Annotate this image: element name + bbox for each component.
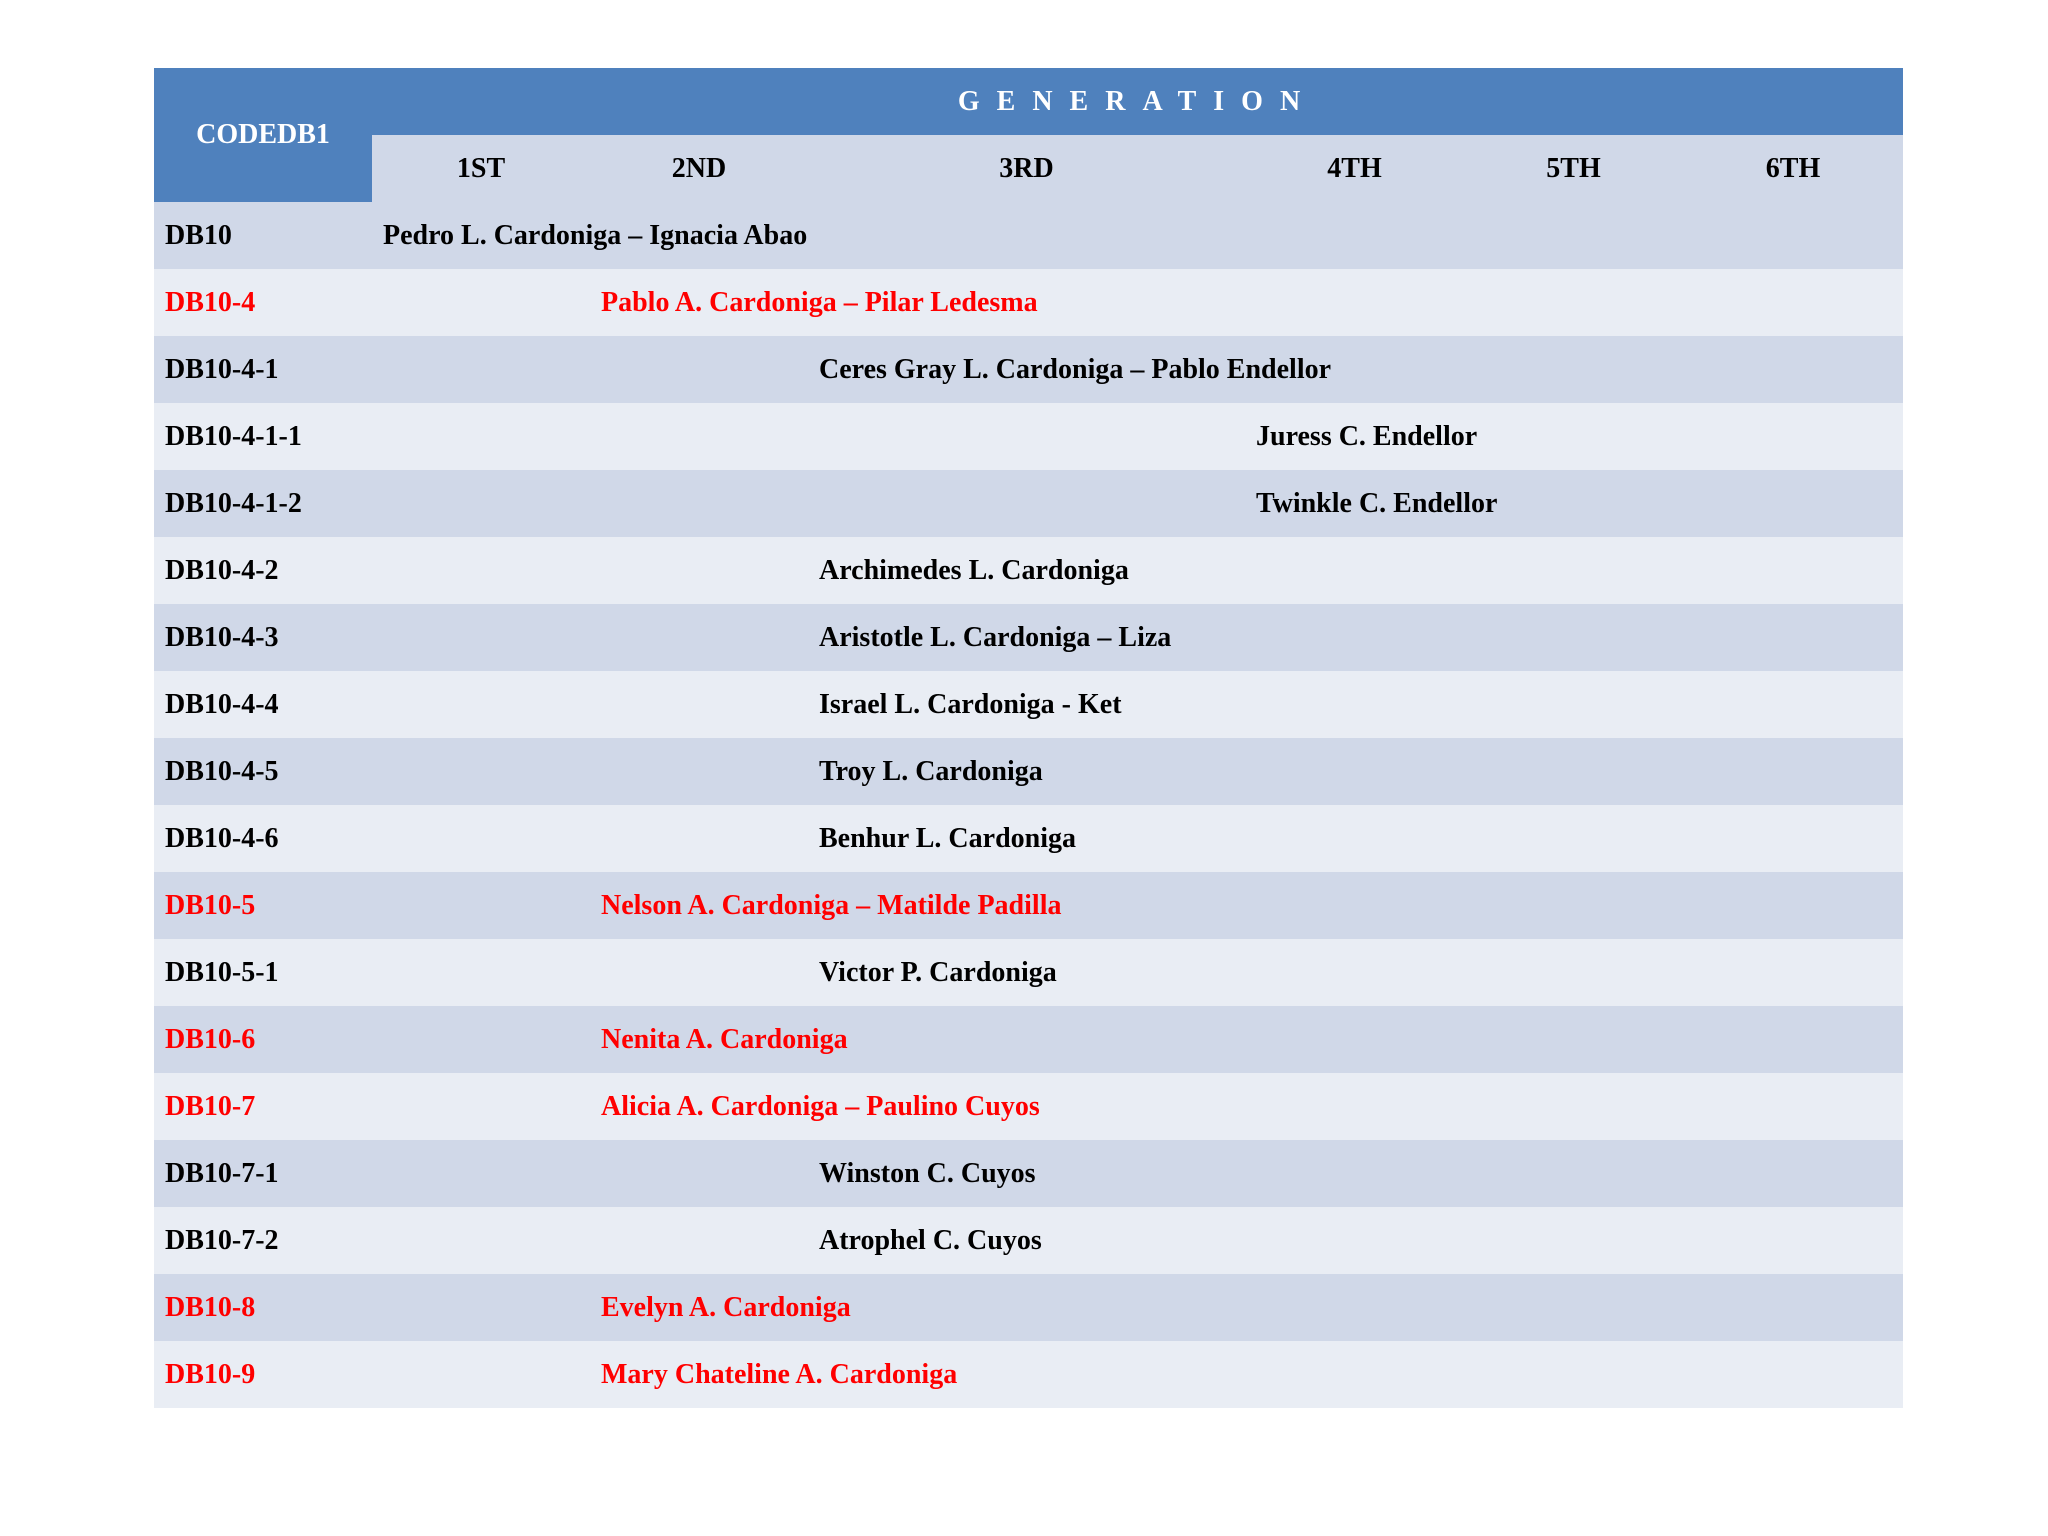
empty-generation-cell (590, 403, 808, 470)
table-row (154, 1006, 1903, 1073)
name-cell (590, 1006, 1903, 1073)
name-cell (1245, 403, 1903, 470)
table-row (154, 1207, 1903, 1274)
table-row (154, 470, 1903, 537)
empty-generation-cell (372, 537, 590, 604)
generation-header: GENERATION (372, 68, 1903, 135)
empty-generation-cell (590, 1140, 808, 1207)
table-row (154, 872, 1903, 939)
table-row (154, 1341, 1903, 1408)
person-name: Nelson A. Cardoniga – Matilde Padilla (601, 889, 1062, 921)
code-cell: DB10-7 (154, 1073, 372, 1140)
empty-generation-cell (372, 470, 590, 537)
person-name: Aristotle L. Cardoniga – Liza (819, 621, 1172, 653)
empty-generation-cell (590, 1207, 808, 1274)
generation-column-header: 4TH (1245, 135, 1464, 202)
person-name: Twinkle C. Endellor (1256, 487, 1498, 519)
code-cell: DB10-4-4 (154, 671, 372, 738)
person-name: Israel L. Cardoniga - Ket (819, 688, 1122, 720)
empty-generation-cell (590, 336, 808, 403)
empty-generation-cell (372, 671, 590, 738)
name-cell (808, 805, 1903, 872)
table-body (154, 202, 1903, 1408)
person-name: Winston C. Cuyos (819, 1157, 1036, 1189)
empty-generation-cell (372, 805, 590, 872)
empty-generation-cell (372, 604, 590, 671)
table-row (154, 604, 1903, 671)
name-cell (590, 1341, 1903, 1408)
empty-generation-cell (372, 1140, 590, 1207)
name-cell (590, 1073, 1903, 1140)
name-cell (808, 738, 1903, 805)
name-cell (808, 604, 1903, 671)
table-row (154, 202, 1903, 269)
person-name: Atrophel C. Cuyos (819, 1224, 1042, 1256)
name-cell (808, 1140, 1903, 1207)
code-cell: DB10-5 (154, 872, 372, 939)
generation-column-header: 6TH (1683, 135, 1903, 202)
code-cell: DB10-4-2 (154, 537, 372, 604)
person-name: Evelyn A. Cardoniga (601, 1291, 851, 1323)
generation-column-header: 2ND (590, 135, 808, 202)
person-name: Nenita A. Cardoniga (601, 1023, 848, 1055)
code-cell: DB10-6 (154, 1006, 372, 1073)
empty-generation-cell (372, 738, 590, 805)
table-row (154, 671, 1903, 738)
empty-generation-cell (372, 403, 590, 470)
name-cell (808, 1207, 1903, 1274)
code-cell: DB10 (154, 202, 372, 269)
person-name: Pedro L. Cardoniga – Ignacia Abao (383, 219, 808, 251)
code-cell: DB10-4-3 (154, 604, 372, 671)
empty-generation-cell (590, 805, 808, 872)
empty-generation-cell (590, 671, 808, 738)
generation-column-header: 5TH (1464, 135, 1683, 202)
empty-generation-cell (372, 939, 590, 1006)
empty-generation-cell (372, 1073, 590, 1140)
code-cell: DB10-4-5 (154, 738, 372, 805)
name-cell (808, 336, 1903, 403)
table-row (154, 1140, 1903, 1207)
name-cell (808, 537, 1903, 604)
person-name: Victor P. Cardoniga (819, 956, 1057, 988)
empty-generation-cell (372, 269, 590, 336)
code-cell: DB10-7-1 (154, 1140, 372, 1207)
name-cell (590, 872, 1903, 939)
person-name: Troy L. Cardoniga (819, 755, 1043, 787)
table-row (154, 939, 1903, 1006)
person-name: Archimedes L. Cardoniga (819, 554, 1129, 586)
code-cell: DB10-7-2 (154, 1207, 372, 1274)
empty-generation-cell (590, 470, 808, 537)
empty-generation-cell (808, 470, 1245, 537)
person-name: Ceres Gray L. Cardoniga – Pablo Endellor (819, 353, 1332, 385)
empty-generation-cell (372, 1274, 590, 1341)
table-row (154, 738, 1903, 805)
empty-generation-cell (590, 738, 808, 805)
table-row (154, 537, 1903, 604)
code-cell: DB10-4-6 (154, 805, 372, 872)
code-cell: DB10-4 (154, 269, 372, 336)
person-name: Alicia A. Cardoniga – Paulino Cuyos (601, 1090, 1040, 1122)
genealogy-table (154, 68, 1903, 1408)
code-cell: DB10-5-1 (154, 939, 372, 1006)
empty-generation-cell (372, 872, 590, 939)
code-cell: DB10-4-1 (154, 336, 372, 403)
table-row (154, 1274, 1903, 1341)
genealogy-table-wrap (154, 68, 1903, 1408)
name-cell (590, 269, 1903, 336)
empty-generation-cell (590, 604, 808, 671)
person-name: Benhur L. Cardoniga (819, 822, 1076, 854)
generation-column-header: 3RD (808, 135, 1245, 202)
empty-generation-cell (372, 1341, 590, 1408)
code-cell: DB10-8 (154, 1274, 372, 1341)
code-cell: DB10-4-1-1 (154, 403, 372, 470)
table-row (154, 269, 1903, 336)
name-cell (1245, 470, 1903, 537)
empty-generation-cell (808, 403, 1245, 470)
code-column-header: CODEDB1 (154, 68, 372, 202)
empty-generation-cell (372, 1207, 590, 1274)
code-cell: DB10-9 (154, 1341, 372, 1408)
person-name: Pablo A. Cardoniga – Pilar Ledesma (601, 286, 1038, 318)
code-cell: DB10-4-1-2 (154, 470, 372, 537)
table-row (154, 336, 1903, 403)
empty-generation-cell (372, 336, 590, 403)
person-name: Mary Chateline A. Cardoniga (601, 1358, 958, 1390)
empty-generation-cell (590, 939, 808, 1006)
name-cell (590, 1274, 1903, 1341)
name-cell (808, 939, 1903, 1006)
name-cell (808, 671, 1903, 738)
table-row (154, 1073, 1903, 1140)
person-name: Juress C. Endellor (1256, 420, 1478, 452)
table-row (154, 805, 1903, 872)
generation-column-header: 1ST (372, 135, 590, 202)
empty-generation-cell (590, 537, 808, 604)
table-row (154, 403, 1903, 470)
name-cell (372, 202, 1903, 269)
empty-generation-cell (372, 1006, 590, 1073)
